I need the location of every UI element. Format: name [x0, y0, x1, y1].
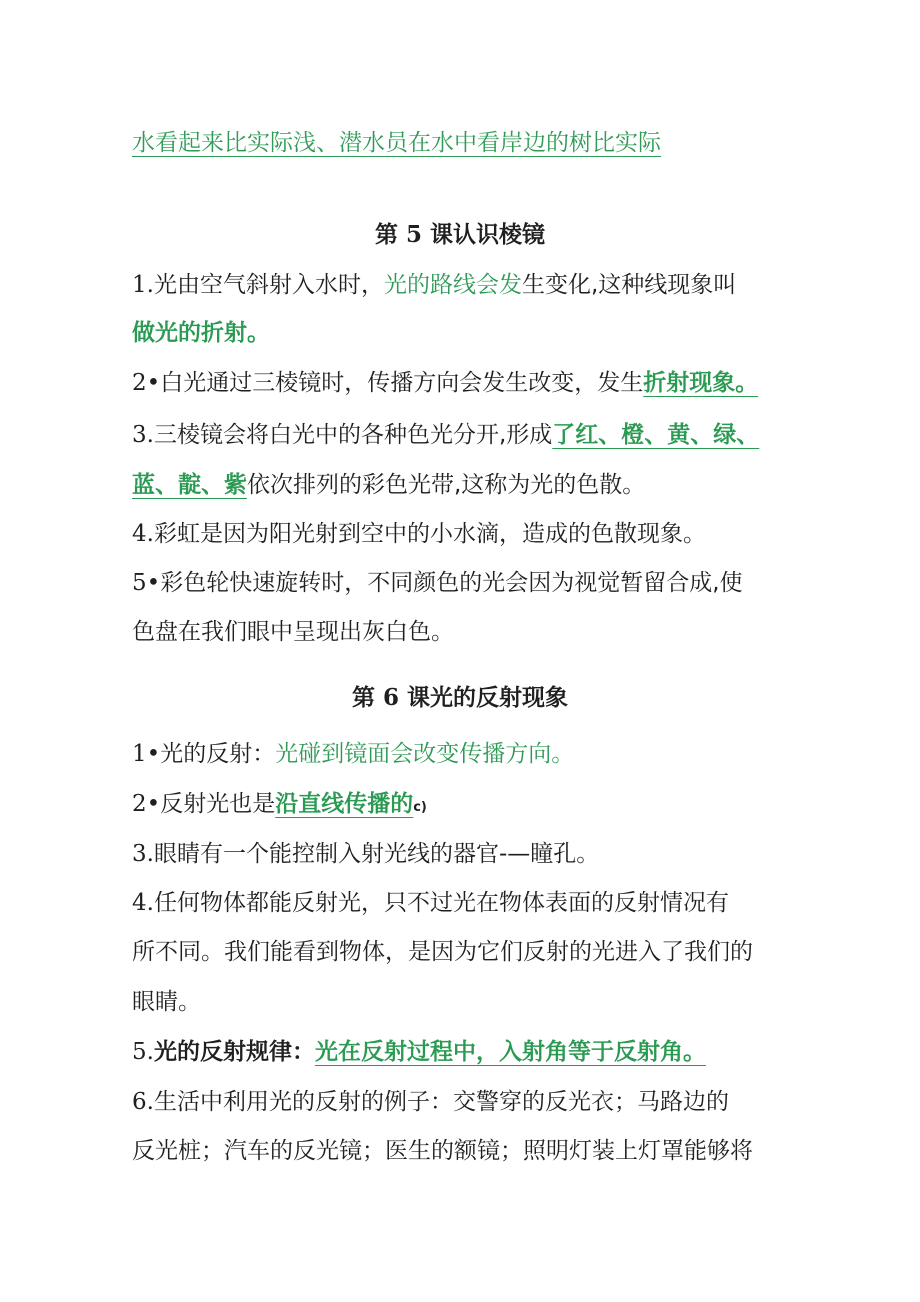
lesson6-item-3	[132, 837, 599, 871]
lesson5-item-1	[132, 268, 736, 302]
item-text: 。	[247, 320, 270, 346]
intro-line: 水看起来比实际浅、潜水员在水中看岸边的树比实际	[132, 130, 661, 156]
item-text: 眼睛。	[132, 989, 201, 1015]
lesson5-item-3-cont	[132, 468, 645, 502]
item-text: 白光通过三棱镜时，传播方向会发生改变，发生	[160, 370, 644, 396]
keyword-text: 了红、橙、黄、绿、	[552, 422, 760, 448]
lesson6-item-4-cont2	[132, 985, 201, 1019]
lesson6-item-6	[132, 1085, 729, 1119]
lesson5-item-1-cont	[132, 316, 270, 350]
lesson5-item-5	[132, 566, 743, 600]
lesson5-item-5-cont	[132, 615, 454, 649]
item-text: 三棱镜会将白光中的各种色光分开,形成	[153, 422, 553, 448]
item-text: 光由空气斜射入水时，	[153, 272, 384, 298]
item-number: 6.	[132, 1089, 154, 1115]
keyword-text: 蓝、靛、紫	[132, 472, 247, 498]
lesson6-item-4	[132, 886, 729, 920]
lesson5-item-3	[132, 418, 759, 452]
item-text: 彩色轮快速旋转时，不同颜色的光会因为视觉暂留合成,使	[160, 570, 743, 596]
item-number: 2•	[132, 370, 161, 396]
lesson6-item-1	[132, 737, 574, 771]
highlight-text: 光的路线会发	[383, 272, 522, 298]
lesson6-title: 第 6 课光的反射现象	[351, 684, 569, 711]
keyword-text: 光在反射过程中，入射角等于反射角。	[314, 1039, 706, 1065]
item-text: 任何物体都能反射光，只不过光在物体表面的反射情况有	[153, 890, 729, 916]
label-text: 光的反射规律：	[153, 1039, 315, 1065]
lesson6-item-2	[132, 787, 427, 825]
item-text: 彩虹是因为阳光射到空中的小水滴，造成的色散现象。	[153, 521, 706, 547]
lesson6-item-6-cont	[132, 1134, 753, 1168]
item-number: 5•	[132, 570, 161, 596]
item-text: 光的反射：	[160, 741, 276, 767]
item-number: 3.	[132, 841, 154, 867]
lesson5-item-2	[132, 366, 758, 400]
highlight-text: 光碰到镜面会改变传播方向。	[275, 741, 575, 767]
item-number: 4.	[132, 890, 154, 916]
item-text: 依次排列的彩色光带,这称为光的色散。	[247, 472, 646, 498]
item-number: 2•	[132, 791, 161, 817]
item-number: 1.	[132, 272, 154, 298]
keyword-text: 折射现象。	[643, 370, 759, 396]
keyword-text: 沿直线传播的	[275, 791, 414, 817]
item-text: 反光桩；汽车的反光镜；医生的额镜；照明灯装上灯罩能够将	[132, 1138, 753, 1164]
item-number: 3.	[132, 422, 154, 448]
keyword-text: 做光的折射	[132, 320, 247, 346]
lesson5-item-4	[132, 517, 706, 551]
item-text: 反射光也是	[160, 791, 276, 817]
item-text: 色盘在我们眼中呈现出灰白色。	[132, 619, 454, 645]
item-text: 生变化,这种线现象叫	[521, 272, 737, 298]
item-text: 生活中利用光的反射的例子：交警穿的反光衣；马路边的	[153, 1089, 729, 1115]
item-number: 1•	[132, 741, 161, 767]
item-text: 所不同。我们能看到物体，是因为它们反射的光进入了我们的	[132, 939, 753, 965]
item-number: 5.	[132, 1039, 154, 1065]
lesson6-item-5	[132, 1035, 706, 1069]
lesson5-title: 第 5 课认识棱镜	[374, 221, 546, 248]
stray-mark: c)	[413, 800, 427, 815]
item-text: 眼睛有一个能控制入射光线的器官-—瞳孔。	[153, 841, 600, 867]
lesson6-item-4-cont	[132, 935, 753, 969]
item-number: 4.	[132, 521, 154, 547]
